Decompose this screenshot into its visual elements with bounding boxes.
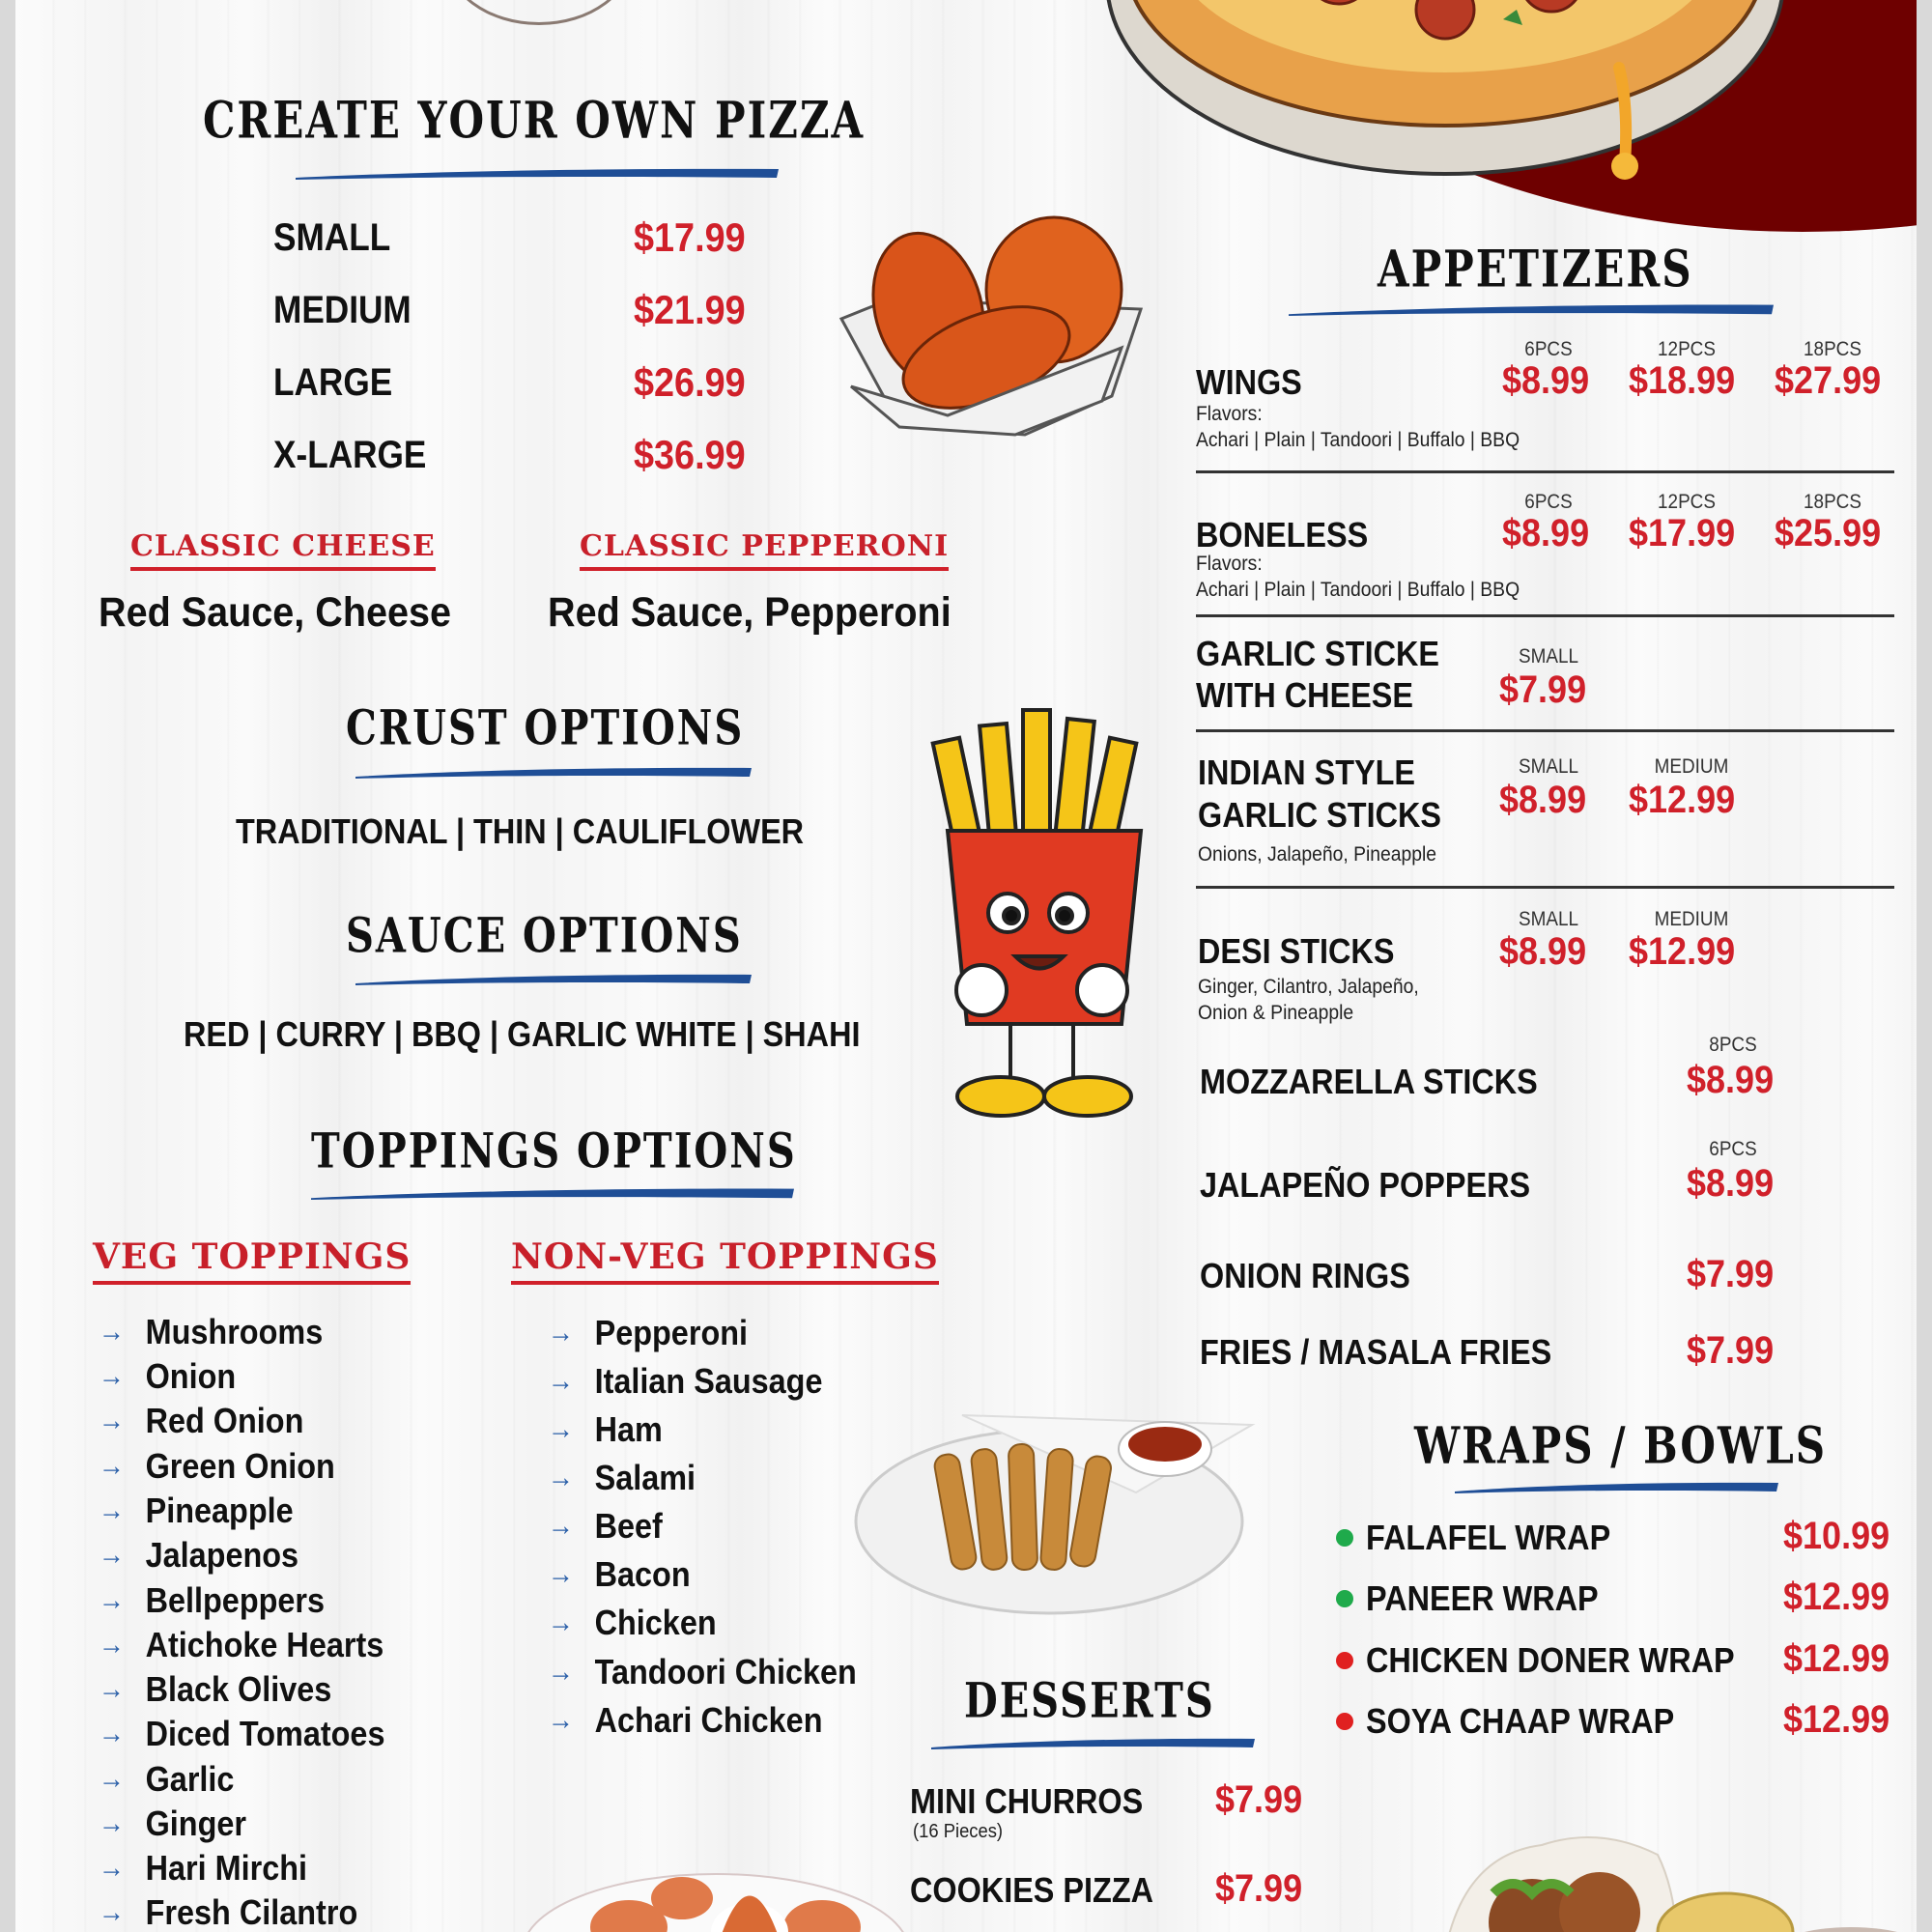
veg-topping-item: → Jalapenos bbox=[99, 1535, 299, 1575]
qty-label: 6PCS bbox=[1524, 338, 1573, 360]
nonveg-topping-item: → Tandoori Chicken bbox=[548, 1652, 857, 1691]
wrap-name: CHICKEN DONER WRAP bbox=[1366, 1640, 1735, 1680]
dessert-price: $7.99 bbox=[1215, 1778, 1303, 1821]
price: $8.99 bbox=[1687, 1059, 1775, 1101]
price: $8.99 bbox=[1502, 512, 1590, 554]
appetizer-name-indian-garlic-sticks-line2: GARLIC STICKS bbox=[1198, 795, 1442, 835]
arrow-right-icon: → bbox=[99, 1360, 125, 1392]
arrow-right-icon: → bbox=[99, 1763, 125, 1795]
arrow-right-icon: → bbox=[548, 1656, 574, 1688]
veg-topping-item: → Bellpeppers bbox=[99, 1580, 326, 1620]
flavors-label: Flavors: bbox=[1196, 403, 1263, 425]
qty-label: 6PCS bbox=[1709, 1138, 1757, 1160]
arrow-right-icon: → bbox=[99, 1673, 125, 1705]
appetizer-name-boneless: BONELESS bbox=[1196, 515, 1369, 554]
appetizer-name-indian-garlic-sticks: INDIAN STYLE bbox=[1198, 753, 1416, 792]
classic-pepperoni-heading: CLASSIC PEPPERONI bbox=[580, 529, 949, 571]
size-price-small: $17.99 bbox=[634, 214, 746, 260]
qty-label: 8PCS bbox=[1709, 1034, 1757, 1056]
appetizer-name-onion-rings: ONION RINGS bbox=[1200, 1256, 1410, 1295]
veg-topping-item: → Diced Tomatoes bbox=[99, 1714, 385, 1753]
wrap-name: SOYA CHAAP WRAP bbox=[1366, 1701, 1675, 1741]
arrow-right-icon: → bbox=[99, 1718, 125, 1749]
nonveg-topping-item: → Pepperoni bbox=[548, 1313, 749, 1352]
price: $17.99 bbox=[1629, 512, 1736, 554]
dessert-name: COOKIES PIZZA bbox=[910, 1870, 1154, 1910]
wrap-price: $12.99 bbox=[1783, 1637, 1890, 1680]
toppings-options-title: TOPPINGS OPTIONS bbox=[311, 1122, 797, 1179]
price: $8.99 bbox=[1502, 359, 1590, 402]
veg-topping-item: → Onion bbox=[99, 1356, 237, 1396]
flavors-label: Flavors: bbox=[1196, 553, 1263, 575]
sauce-underline-brush bbox=[355, 972, 752, 985]
wrap-price: $12.99 bbox=[1783, 1698, 1890, 1741]
veg-indicator-dot bbox=[1336, 1529, 1353, 1547]
veg-toppings-heading: VEG TOPPINGS bbox=[93, 1236, 411, 1285]
desserts-title: DESSERTS bbox=[964, 1672, 1215, 1729]
qty-label: 6PCS bbox=[1524, 491, 1573, 513]
arrow-right-icon: → bbox=[548, 1317, 574, 1349]
mozzarella-sticks-photo bbox=[846, 1396, 1271, 1628]
logo-circle-fragment bbox=[444, 0, 634, 25]
divider bbox=[1196, 470, 1894, 473]
price: $8.99 bbox=[1499, 930, 1587, 973]
veg-topping-item: → Black Olives bbox=[99, 1669, 332, 1709]
appetizer-desc: Onions, Jalapeño, Pineapple bbox=[1198, 843, 1437, 866]
nonveg-topping-item: → Bacon bbox=[548, 1554, 691, 1594]
arrow-right-icon: → bbox=[99, 1539, 125, 1571]
desserts-underline-brush bbox=[931, 1736, 1255, 1749]
nonveg-topping-item: → Beef bbox=[548, 1506, 663, 1546]
crust-underline-brush bbox=[355, 765, 752, 779]
falafel-wrap-photo bbox=[1426, 1816, 1917, 1932]
qty-label: SMALL bbox=[1519, 645, 1578, 668]
price: $18.99 bbox=[1629, 359, 1736, 402]
nonveg-indicator-dot bbox=[1336, 1713, 1353, 1730]
veg-topping-item: → Atichoke Hearts bbox=[99, 1625, 384, 1664]
qty-label: 12PCS bbox=[1658, 338, 1716, 360]
veg-topping-item: → Pineapple bbox=[99, 1491, 294, 1530]
price: $8.99 bbox=[1687, 1162, 1775, 1205]
arrow-right-icon: → bbox=[99, 1896, 125, 1928]
nonveg-topping-item: → Salami bbox=[548, 1458, 696, 1497]
veg-topping-item: → Red Onion bbox=[99, 1401, 304, 1440]
arrow-right-icon: → bbox=[548, 1462, 574, 1493]
arrow-right-icon: → bbox=[99, 1584, 125, 1616]
arrow-right-icon: → bbox=[99, 1494, 125, 1526]
dessert-note: (16 Pieces) bbox=[913, 1821, 1004, 1842]
qty-label: MEDIUM bbox=[1654, 755, 1729, 778]
menu-page bbox=[15, 0, 1917, 1932]
fries-mascot-illustration bbox=[928, 705, 1160, 1140]
wrap-price: $10.99 bbox=[1783, 1515, 1890, 1557]
wraps-bowls-title: WRAPS / BOWLS bbox=[1414, 1415, 1828, 1476]
title-underline-brush bbox=[296, 166, 779, 180]
arrow-right-icon: → bbox=[548, 1510, 574, 1542]
qty-label: 18PCS bbox=[1804, 491, 1861, 513]
sauce-options-title: SAUCE OPTIONS bbox=[346, 907, 743, 964]
wrap-name: PANEER WRAP bbox=[1366, 1578, 1599, 1618]
price: $12.99 bbox=[1629, 930, 1736, 973]
qty-label: SMALL bbox=[1519, 755, 1578, 778]
classic-pepperoni-desc: Red Sauce, Pepperoni bbox=[548, 589, 952, 636]
veg-topping-item: → Ginger bbox=[99, 1804, 247, 1843]
divider bbox=[1196, 729, 1894, 732]
divider bbox=[1196, 614, 1894, 617]
wrap-price: $12.99 bbox=[1783, 1576, 1890, 1618]
price: $7.99 bbox=[1687, 1329, 1775, 1372]
nonveg-topping-item: → Italian Sausage bbox=[548, 1361, 823, 1401]
price: $8.99 bbox=[1499, 779, 1587, 821]
pizza-illustration bbox=[1097, 0, 1793, 213]
veg-topping-item: → Fresh Cilantro bbox=[99, 1892, 358, 1932]
nonveg-topping-item: → Achari Chicken bbox=[548, 1700, 823, 1740]
price: $7.99 bbox=[1687, 1253, 1775, 1295]
nonveg-toppings-heading: NON-VEG TOPPINGS bbox=[511, 1236, 939, 1285]
arrow-right-icon: → bbox=[548, 1365, 574, 1397]
appetizer-desc: Ginger, Cilantro, Jalapeño, bbox=[1198, 976, 1419, 998]
veg-topping-item: → Mushrooms bbox=[99, 1312, 324, 1351]
price: $25.99 bbox=[1775, 512, 1882, 554]
veg-topping-item: → Hari Mirchi bbox=[99, 1848, 308, 1888]
flavors-list: Achari | Plain | Tandoori | Buffalo | BBQ bbox=[1196, 579, 1520, 601]
crust-options-title: CRUST OPTIONS bbox=[346, 699, 745, 756]
qty-label: MEDIUM bbox=[1654, 908, 1729, 930]
size-label-large: LARGE bbox=[273, 361, 393, 404]
size-label-xlarge: X-LARGE bbox=[273, 434, 427, 476]
appetizers-underline-brush bbox=[1289, 302, 1774, 316]
sauce-options-list: RED | CURRY | BBQ | GARLIC WHITE | SHAHI bbox=[184, 1014, 861, 1054]
appetizer-name-fries: FRIES / MASALA FRIES bbox=[1200, 1332, 1552, 1372]
toppings-underline-brush bbox=[311, 1186, 794, 1200]
appetizers-title: APPETIZERS bbox=[1378, 239, 1693, 299]
arrow-right-icon: → bbox=[548, 1413, 574, 1445]
price: $7.99 bbox=[1499, 668, 1587, 711]
chicken-wings-illustration bbox=[832, 203, 1160, 440]
divider bbox=[1196, 886, 1894, 889]
classic-cheese-desc: Red Sauce, Cheese bbox=[99, 589, 452, 636]
appetizer-desc-line2: Onion & Pineapple bbox=[1198, 1002, 1354, 1024]
arrow-right-icon: → bbox=[99, 1450, 125, 1482]
arrow-right-icon: → bbox=[99, 1316, 125, 1348]
wrap-name: FALAFEL WRAP bbox=[1366, 1518, 1611, 1557]
arrow-right-icon: → bbox=[548, 1558, 574, 1590]
dessert-name: MINI CHURROS bbox=[910, 1781, 1144, 1821]
flavors-list: Achari | Plain | Tandoori | Buffalo | BBQ bbox=[1196, 429, 1520, 451]
appetizer-name-garlic-sticks-cheese: GARLIC STICKE bbox=[1196, 634, 1440, 673]
size-price-xlarge: $36.99 bbox=[634, 432, 746, 477]
size-label-small: SMALL bbox=[273, 216, 391, 259]
qty-label: 12PCS bbox=[1658, 491, 1716, 513]
qty-label: SMALL bbox=[1519, 908, 1578, 930]
size-price-medium: $21.99 bbox=[634, 287, 746, 332]
nonveg-topping-item: → Chicken bbox=[548, 1603, 717, 1642]
arrow-right-icon: → bbox=[99, 1629, 125, 1661]
veg-topping-item: → Garlic bbox=[99, 1759, 235, 1799]
veg-topping-item: → Green Onion bbox=[99, 1446, 335, 1486]
price: $12.99 bbox=[1629, 779, 1736, 821]
size-label-medium: MEDIUM bbox=[273, 289, 412, 331]
crust-options-list: TRADITIONAL | THIN | CAULIFLOWER bbox=[236, 811, 805, 851]
nonveg-indicator-dot bbox=[1336, 1652, 1353, 1669]
dessert-price: $7.99 bbox=[1215, 1867, 1303, 1910]
appetizer-name-wings: WINGS bbox=[1196, 362, 1302, 402]
churros-photo bbox=[513, 1845, 919, 1932]
appetizer-name-jalapeno-poppers: JALAPEÑO POPPERS bbox=[1200, 1165, 1531, 1205]
appetizer-name-desi-sticks: DESI STICKS bbox=[1198, 931, 1395, 971]
veg-indicator-dot bbox=[1336, 1590, 1353, 1607]
price: $27.99 bbox=[1775, 359, 1882, 402]
arrow-right-icon: → bbox=[548, 1704, 574, 1736]
arrow-right-icon: → bbox=[99, 1405, 125, 1436]
qty-label: 18PCS bbox=[1804, 338, 1861, 360]
arrow-right-icon: → bbox=[99, 1807, 125, 1839]
classic-cheese-heading: CLASSIC CHEESE bbox=[130, 529, 436, 571]
create-pizza-title: CREATE YOUR OWN PIZZA bbox=[203, 90, 866, 151]
wraps-underline-brush bbox=[1455, 1480, 1778, 1493]
appetizer-name-mozzarella-sticks: MOZZARELLA STICKS bbox=[1200, 1062, 1538, 1101]
size-price-large: $26.99 bbox=[634, 359, 746, 405]
arrow-right-icon: → bbox=[99, 1852, 125, 1884]
nonveg-topping-item: → Ham bbox=[548, 1409, 663, 1449]
appetizer-name-garlic-sticks-cheese-line2: WITH CHEESE bbox=[1196, 675, 1414, 715]
arrow-right-icon: → bbox=[548, 1606, 574, 1638]
